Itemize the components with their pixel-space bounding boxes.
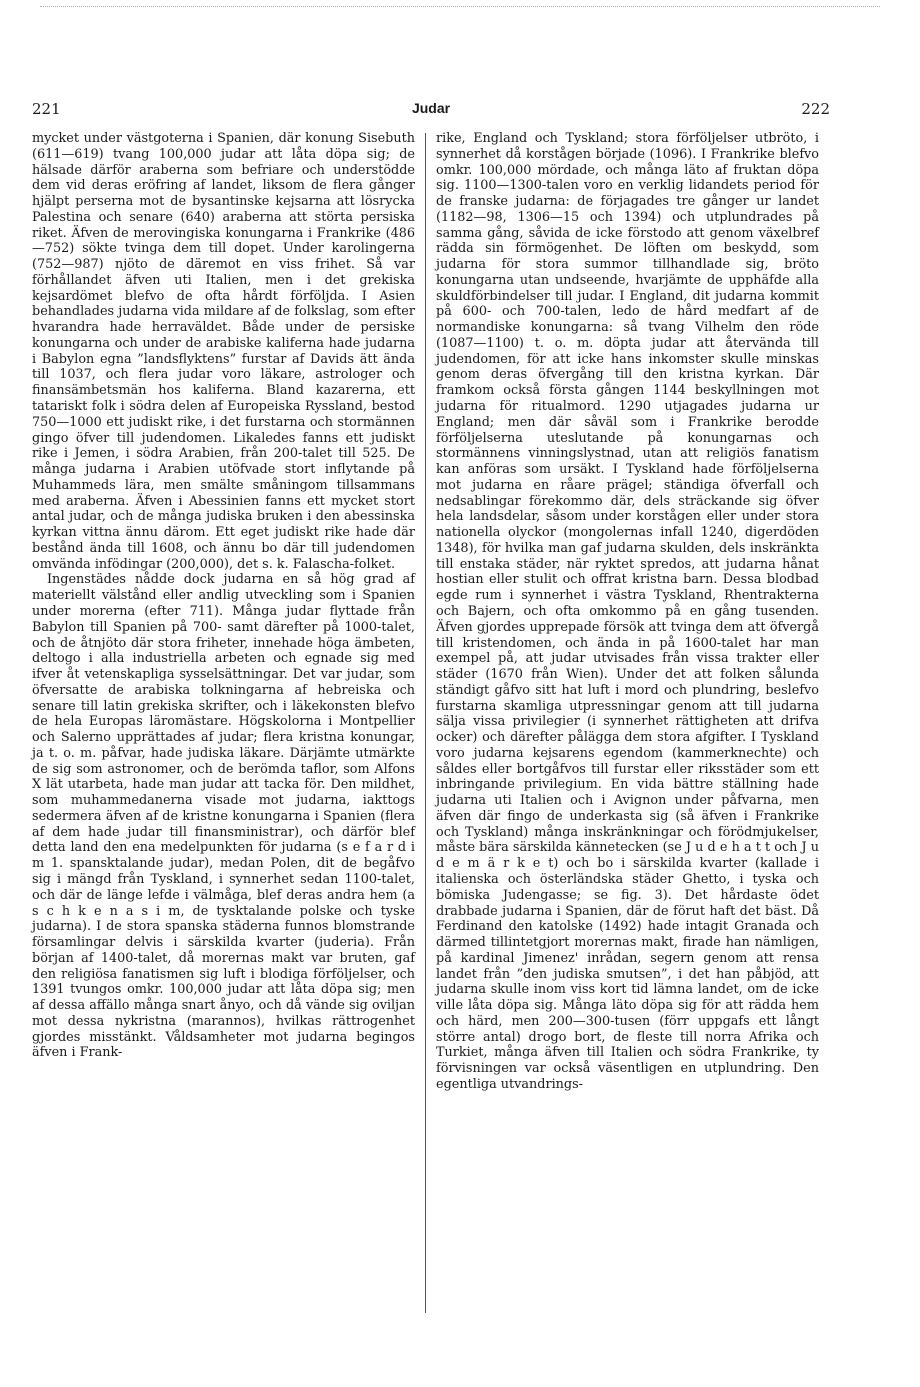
page-header — [32, 100, 830, 122]
left-column — [32, 131, 415, 1061]
right-column — [436, 131, 819, 1093]
left-paragraph-1: mycket under västgoterna i Spanien, där konung Sisebuth (611—619) tvang 100,000 judar att låta döpa sig; de hälsade därför araberna som befriare och understödde dem vid deras eröfring af landet, liksom de flera gånger hjälpt perserna mot de bysantinske kejsarna att lösrycka Palestina och senare (640) araberna att störta persiska riket. Äfven de merovingiska konungarna i Frankrike (486—752) sökte tvinga dem till dopet. Under karolingerna (752—987) njöto de däremot en viss frihet. Så var förhållandet äfven uti Italien, men i det grekiska kejsardömet blefvo de ofta hårdt förföljda. I Asien behandlades judarna vida mildare af de folkslag, som efter hvarandra hade herraväldet. Både under de persiske konungarna och under de arabiske kaliferna hade judarna i Babylon egna ”landsflyktens” furstar af Davids ätt ända till 1037, och flera judar voro läkare, astrologer och finansämbetsmän hos kaliferna. Bland kazarerna, ett tatariskt folk i södra delen af Europeiska Ryssland, bestod 750—1000 ett judiskt rike, i det furstarna och stormännen gingo öfver till judendomen. Likaledes fanns ett judiskt rike i Jemen, i södra Arabien, från 200-talet till 525. De många judarna i Arabien utöfvade stort inflytande på Muhammeds lära, men smälte småningom tillsammans med araberna. Äfven i Abessinien fanns ett mycket stort antal judar, och de många judiska bruken i den abessinska kyrkan vittna ännu därom. Ett eget judiskt rike hade där bestånd ända till 1608, och ännu bo där till judendomen omvända infödingar (200,000), det s. k. Falascha-folket. — [32, 131, 415, 572]
page-number-left: 221 — [32, 100, 61, 118]
top-border-rule — [40, 6, 880, 7]
left-paragraph-2: Ingenstädes nådde dock judarna en så hög grad af materiellt välstånd eller andlig utveckling som i Spanien under morerna (efter 711). Många judar flyttade från Babylon till Spanien på 700- samt därefter på 1000-talet, och de åtnjöto där stora friheter, innehade höga ämbeten, deltogo i alla industriella arbeten och egnade sig med ifver åt vetenskapliga sysselsättningar. Det var judar, som öfversatte de arabiska tolkningarna af hebreiska och senare till latin grekiska skrifter, och i läkekonsten blefvo de hela Europas läromästare. Högskolorna i Montpellier och Salerno upprättades af judar; flera kristna konungar, ja t. o. m. påfvar, hade judiska läkare. Därjämte utmärkte de sig som astronomer, och de berömda taflor, som Alfons X lät utarbeta, hade man judar att tacka för. Den mildhet, som muhammedanerna visade mot judarna, iakttogs sedermera äfven af de kristne konungarna i Spanien (flera af dem hade judar till finansministrar), och därför blef detta land den ena medelpunkten för judarna (s e f a r d i m 1. spansktalande judar), medan Polen, dit de begåfvo sig i mängd från Tyskland, i synnerhet sedan 1100-talet, och där de länge lefde i välmåga, blef deras andra hem (a s c h k e n a s i m, de tysktalande polske och tyske judarna). I de stora spanska städerna funnos blomstrande församlingar delvis i särskilda kvarter (juderia). Från början af 1400-talet, då morernas makt var bruten, gaf den religiösa fanatismen sig luft i blodiga förföljelser, och 1391 tvungos omkr. 100,000 judar att låta döpa sig; men af dessa affällo många snart ånyo, och då vände sig oviljan mot dessa nykristna (marannos), hvilkas rättrogenhet gjordes misstänkt. Våldsamheter mot judarna begingos äfven i Frank- — [32, 572, 415, 1061]
column-divider — [425, 133, 426, 1313]
page-number-right: 222 — [801, 100, 830, 118]
running-title: Judar — [411, 100, 451, 116]
right-paragraph-1: rike, England och Tyskland; stora förföljelser utbröto, i synnerhet då korstågen började (1096). I Frankrike blefvo omkr. 100,000 mördade, och många läto af fruktan döpa sig. 1100—1300-talen voro en verklig lidandets period för de franske judarna: de förjagades tre gånger ur landet (1182—98, 1306—15 och 1394) och utplundrades på samma gång, såvida de icke förstodo att genom växelbref rädda sin förmögenhet. De löften om beskydd, som judarna för stora summor tillhandlade sig, bröto konungarna utan undseende, hvarjämte de upphäfde alla skuldförbindelser till judar. I England, dit judarna kommit på 600- och 700-talen, ledo de hård medfart af de normandiske konungarna: så tvang Vilhelm den röde (1087—1100) t. o. m. döpta judar att återvända till judendomen, för att icke hans inkomster skulle minskas genom deras öfvergång till den kristna kyrkan. Där framkom också första gången 1144 beskyllningen mot judarna för ritualmord. 1290 utjagades judarna ur England; men där såväl som i Frankrike berodde förföljelserna uteslutande på konungarnas och stormännens vinningslystnad, utan att religiös fanatism kan anföras som ursäkt. I Tyskland hade förföljelserna mot judarna en råare prägel; ständiga öfverfall och nedsablingar förekommo där, dels sträckande sig öfver hela landsdelar, såsom under korstågen eller under stora nationella olyckor (mongolernas infall 1240, digerdöden 1348), för hvilka man gaf judarna skulden, dels inskränkta till enstaka städer, när ryktet spredos, att judarna hånat hostian eller stulit och offrat kristna barn. Dessa blodbad egde rum i synnerhet i västra Tyskland, Rhentrakterna och Bajern, och ofta omkommo på en gång tusenden. Äfven gjordes upprepade försök att tvinga dem att öfvergå till kristendomen, och ända in på 1600-talet har man exempel på, att judar utvisades från vissa trakter eller städer (1670 från Wien). Under det att folken sålunda ständigt gåfvo sitt hat luft i mord och plundring, beslefvo furstarna skamliga utpressningar genom att till judarna sälja vissa privilegier (i synnerhet rättigheten att drifva ocker) och därefter pålägga dem stora afgifter. I Tyskland voro judarna kejsarens egendom (kammerknechte) och såldes eller bortgåfvos till furstar eller riksstäder som ett inbringande privilegium. En vida bättre ställning hade judarna uti Italien och i Avignon under påfvarna, men äfven där fingo de underkasta sig (så äfven i Frankrike och Tyskland) många inskränkningar och förödmjukelser, måste bära särskilda kännetecken (se J u d e h a t t och J u d e m ä r k e t) och bo i särskilda kvarter (kallade i italienska och österländska städer Ghetto, i tyska och bömiska Judengasse; se fig. 3). Det hårdaste ödet drabbade judarna i Spanien, där de förut haft det bäst. Då Ferdinand den katolske (1492) hade intagit Granada och därmed tillintetgjort morernas makt, firade han nämligen, på kardinal Jimenez' inrådan, segern genom att rensa landet från ”den judiska smutsen”, i det han påbjöd, att judarna skulle inom viss kort tid lämna landet, om de icke ville låta döpa sig. Många läto döpa sig för att rädda hem och härd, men 200—300-tusen (förr uppgafs ett långt större antal) drogo bort, de fleste till norra Afrika och Turkiet, många äfven till Italien och södra Frankrike, ty förvisningen var också väsentligen en utplundring. Den egentliga utvandrings- — [436, 131, 819, 1092]
